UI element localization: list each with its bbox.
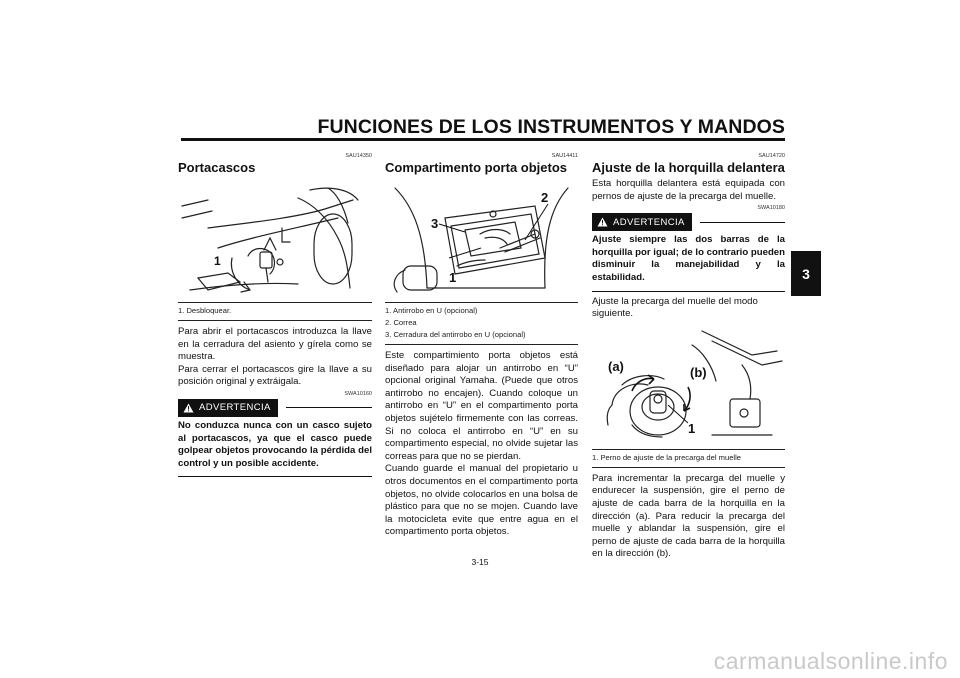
- warning-code: SWA10180: [757, 205, 785, 212]
- section-code: SAU14411: [551, 153, 578, 159]
- section-title: Portacascos: [178, 160, 256, 175]
- figure-callout: (b): [690, 364, 707, 380]
- figure-captions: [385, 305, 578, 345]
- front-fork-section: [592, 153, 785, 561]
- figure-caption: 1. Perno de ajuste de la precarga del muelle: [592, 452, 742, 462]
- chapter-tab[interactable]: 3: [791, 251, 821, 296]
- page-number: 3-15: [471, 557, 489, 567]
- figure-captions: [178, 305, 372, 321]
- fork-adjuster-illustration: [592, 325, 785, 450]
- figure-captions: [592, 452, 785, 468]
- section-code: SAU14720: [758, 153, 785, 159]
- helmet-holder-illustration: [178, 178, 372, 303]
- figure-caption: 1. Desbloquear.: [178, 306, 232, 315]
- warning-rule: [700, 222, 785, 223]
- warning-label-text: ADVERTENCIA: [613, 216, 685, 228]
- warning-header: [592, 213, 785, 231]
- warning-label: [592, 213, 692, 231]
- storage-compartment-section: [385, 153, 578, 539]
- body-paragraph: Cuando guarde el manual del propietario u otros documentos en el compartimento porta objetos, no olvide colocarlos en una bolsa de plástico para que no se mojen. Cuando lave la motocicleta evite que entre agua en el compartimento porta objetos.: [385, 463, 578, 538]
- warning-code: SWA10160: [344, 390, 372, 397]
- warning-icon: [597, 217, 608, 227]
- figure-caption: 2. Correa: [385, 318, 417, 327]
- body-paragraph: Ajuste la precarga del muelle del modo siguiente.: [592, 295, 758, 320]
- figure-callout: 1: [688, 420, 696, 436]
- helmet-holder-section: [178, 153, 372, 481]
- storage-compartment-illustration: [385, 178, 578, 303]
- watermark[interactable]: carmanualsonline.info: [713, 648, 948, 674]
- section-title: Ajuste de la horquilla delantera: [592, 160, 785, 175]
- warning-header: [178, 399, 372, 417]
- warning-text: Ajuste siempre las dos barras de la horquilla por igual; de lo contrario pueden disminuir la manejabilidad y la estabilidad.: [592, 234, 785, 291]
- section-code: SAU14350: [345, 153, 372, 159]
- warning-text: No conduzca nunca con un casco sujeto al portacascos, ya que el casco puede golpear objetos provocando la pérdida del control y un posible accidente.: [178, 420, 372, 477]
- figure-caption: 3. Cerradura del antirrobo en U (opcional): [385, 330, 526, 339]
- body-paragraph: Para cerrar el portacascos gire la llave a su posición original y extráigala.: [178, 363, 372, 388]
- figure-callout: 2: [541, 190, 549, 205]
- body-paragraph: Este compartimiento porta objetos está diseñado para alojar un antirrobo en “U” opcional original Yamaha. (Puede que otros antirrobo no encajen). Cuando coloque un antirrobo en “U” en el compartimento porta objetos sujételo firmemente con las correas. Si no coloca el antirrobo en “U” en su compartimento especial, no olvide sujetar las correas para que no se pierdan.: [385, 350, 578, 462]
- figure-callout: 1: [449, 270, 457, 285]
- body-paragraph: Esta horquilla delantera está equipada con pernos de ajuste de la precarga del muelle.: [592, 178, 785, 202]
- warning-label-text: ADVERTENCIA: [199, 402, 271, 414]
- figure-callout: (a): [608, 358, 624, 374]
- body-paragraph: Para incrementar la precarga del muelle y endurecer la suspensión, gire el perno de ajuste de cada barra de la horquilla en la dirección (a). Para reducir la precarga del muelle y ablandar la suspensión, gire el perno de ajuste de cada barra de la horquilla en la dirección (b).: [592, 472, 785, 560]
- figure-callout: 1: [214, 254, 221, 268]
- warning-rule: [286, 407, 372, 408]
- section-title: Compartimento porta objetos: [385, 160, 568, 175]
- header-rule: [181, 138, 785, 141]
- body-paragraph: Para abrir el portacascos introduzca la llave en la cerradura del asiento y gírela como se muestra.: [178, 326, 372, 363]
- figure-callout: 3: [431, 216, 439, 231]
- warning-label: [178, 399, 278, 417]
- figure-caption: 1. Antirrobo en U (opcional): [385, 306, 478, 315]
- page-header: FUNCIONES DE LOS INSTRUMENTOS Y MANDOS: [317, 116, 785, 138]
- warning-icon: [183, 403, 194, 413]
